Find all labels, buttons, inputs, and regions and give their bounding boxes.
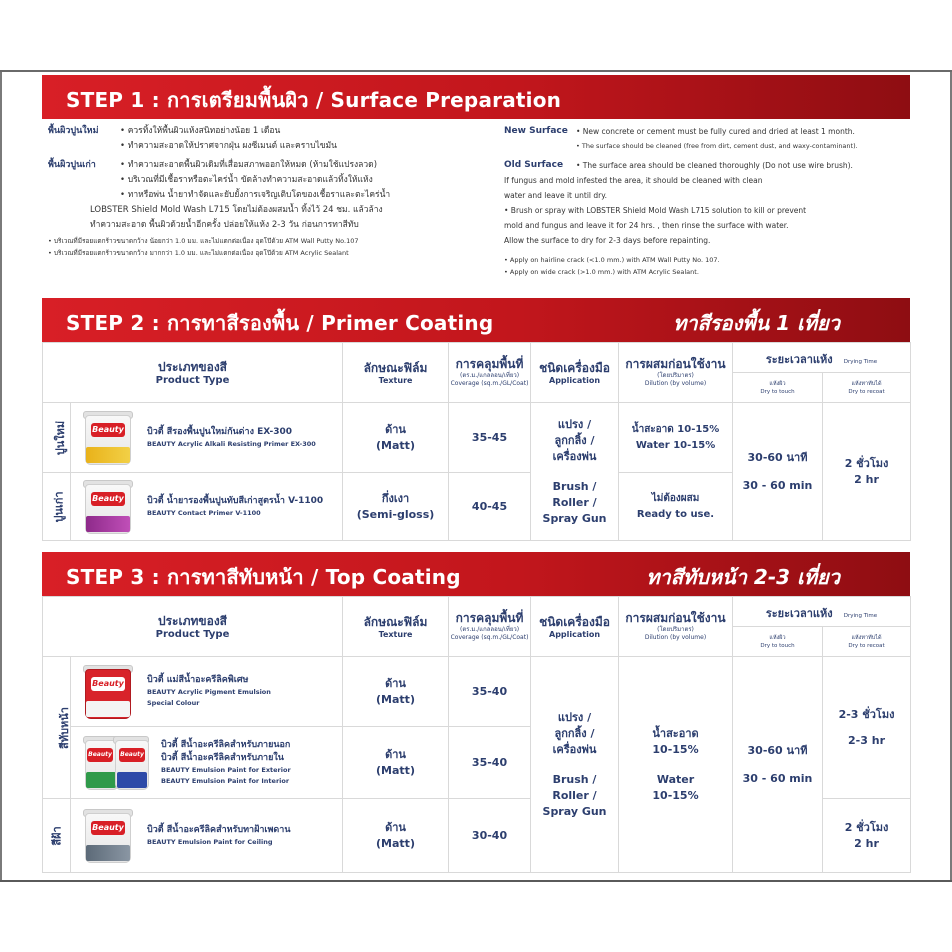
en-old-line-2: If fungus and mold infested the area, it should be cleaned with clean xyxy=(504,176,763,185)
paint-bucket-image: Beauty xyxy=(79,807,137,865)
step3-title: STEP 3 : การทาสีทับหน้า / Top Coating xyxy=(66,565,461,589)
th-old-line-5: ทำความสะอาด พื้นผิวด้วยน้ำอีกครั้ง ปล่อยให้แห้ง 2-3 วัน ก่อนการทาสีทับ xyxy=(90,220,359,230)
dilution-header: การผสมก่อนใช้งาน (โดยปริมาตร) Dilution (by volume) xyxy=(619,597,733,657)
en-old-line-3: water and leave it until dry. xyxy=(504,191,607,200)
dry-recoat-cell: 2 ชั่วโมง 2 hr xyxy=(823,799,911,873)
en-old-line-6: Allow the surface to dry for 2-3 days before repainting. xyxy=(504,236,711,245)
coverage-cell: 35-40 xyxy=(449,727,531,799)
en-note-2: • Apply on wide crack (>1.0 mm.) with ATM Acrylic Sealant. xyxy=(504,268,699,276)
old-surface-en-label: Old Surface xyxy=(504,160,564,170)
dry-touch-cell: 30-60 นาที 30 - 60 min xyxy=(733,657,823,873)
product-emulsion-ext-int: Beauty Beauty บิวตี้ สีน้ำอะครีลิคสำหรับภายนอก บิวตี้ สีน้ำอะครีลิคสำหรับภายใน BEAUTY Emulsion Paint for Exterior BEAUTY Emulsion Paint for Interior xyxy=(71,727,343,799)
dry-recoat-header: แห้งทาทับได้ Dry to recoat xyxy=(823,627,911,657)
coverage-header: การคลุมพื้นที่ (ตร.ม./แกลลอน/เที่ยว) Coverage (sq.m./GL/Coat) xyxy=(449,343,531,403)
step3-banner xyxy=(42,552,910,596)
dilution-header: การผสมก่อนใช้งาน (โดยปริมาตร) Dilution (by volume) xyxy=(619,343,733,403)
th-old-line-1: • ทำความสะอาดพื้นผิวเดิมที่เสื่อมสภาพออกให้หมด (ห้ามใช้แปรงลวด) xyxy=(120,160,378,170)
new-surface-en-label: New Surface xyxy=(504,126,568,136)
step1-thai-block xyxy=(48,124,488,259)
application-cell: แปรง / ลูกกลิ้ง / เครื่องพ่น Brush / Roller / Spray Gun xyxy=(531,657,619,873)
primer-table xyxy=(42,342,911,541)
dilution-cell: น้ำสะอาด 10-15% Water 10-15% xyxy=(619,657,733,873)
application-header: ชนิดเครื่องมือ Application xyxy=(531,597,619,657)
old-surface-th-label: พื้นผิวปูนเก่า xyxy=(48,160,96,170)
side-label-new: ปูนใหม่ xyxy=(43,403,71,473)
coverage-cell: 35-45 xyxy=(449,403,531,473)
drying-header: ระยะเวลาแห้ง Drying Time xyxy=(733,597,911,627)
texture-cell: ด้าน (Matt) xyxy=(343,403,449,473)
en-old-line-4: • Brush or spray with LOBSTER Shield Mold Wash L715 solution to kill or prevent xyxy=(504,206,807,215)
th-new-line-2: • ทำความสะอาดให้ปราศจากฝุ่น ผงซีเมนต์ และคราบไขมัน xyxy=(120,141,337,151)
step2-banner xyxy=(42,298,910,342)
texture-header: ลักษณะฟิล์ม Texture xyxy=(343,343,449,403)
step2-title: STEP 2 : การทาสีรองพื้น / Primer Coating xyxy=(66,311,494,335)
step1-title: STEP 1 : การเตรียมพื้นผิว / Surface Preparation xyxy=(66,88,562,112)
dry-touch-cell: 30-60 นาที 30 - 60 min xyxy=(733,403,823,541)
en-note-1: • Apply on hairline crack (<1.0 mm.) with ATM Wall Putty No. 107. xyxy=(504,256,720,264)
step3-coats: ทาสีทับหน้า 2-3 เที่ยว xyxy=(646,565,840,589)
texture-cell: กึ่งเงา (Semi-gloss) xyxy=(343,473,449,541)
dilution-cell: ไม่ต้องผสม Ready to use. xyxy=(619,473,733,541)
texture-cell: ด้าน (Matt) xyxy=(343,657,449,727)
th-new-line-1: • ควรทิ้งให้พื้นผิวแห้งสนิทอย่างน้อย 1 เดือน xyxy=(120,126,281,136)
dry-recoat-cell: 2 ชั่วโมง 2 hr xyxy=(823,403,911,541)
paint-bucket-image: Beauty xyxy=(79,478,137,536)
th-note-2: • บริเวณที่มีรอยแตกร้าวขนาดกว้าง มากกว่า 1.0 มม. และไม่แตกต่อเนื่อง อุดโป๊ด้วย ATM Acrylic Sealant xyxy=(48,249,349,257)
dry-recoat-header: แห้งทาทับได้ Dry to recoat xyxy=(823,373,911,403)
paint-bucket-image: Beauty xyxy=(79,409,137,467)
table-row xyxy=(43,657,911,727)
dilution-cell: น้ำสะอาด 10-15% Water 10-15% xyxy=(619,403,733,473)
paint-bucket-image: Beauty xyxy=(79,663,137,721)
coverage-cell: 30-40 xyxy=(449,799,531,873)
product-type-header: ประเภทของสี Product Type xyxy=(43,343,343,403)
texture-cell: ด้าน (Matt) xyxy=(343,727,449,799)
coverage-cell: 35-40 xyxy=(449,657,531,727)
topcoat-table xyxy=(42,596,911,873)
application-header: ชนิดเครื่องมือ Application xyxy=(531,343,619,403)
coverage-header: การคลุมพื้นที่ (ตร.ม./แกลลอน/เที่ยว) Coverage (sq.m./GL/Coat) xyxy=(449,597,531,657)
product-ex300: Beauty บิวตี้ สีรองพื้นปูนใหม่กันด่าง EX-300 BEAUTY Acrylic Alkali Resisting Primer EX-300 xyxy=(71,403,343,473)
table-row xyxy=(43,403,911,473)
th-old-line-4: LOBSTER Shield Mold Wash L715 โดยไม่ต้องผสมน้ำ ทิ้งไว้ 24 ชม. แล้วล้าง xyxy=(90,205,383,215)
drying-header: ระยะเวลาแห้ง Drying Time xyxy=(733,343,911,373)
product-pigment-emulsion: Beauty บิวตี้ แม่สีน้ำอะครีลิคพิเศษ BEAUTY Acrylic Pigment Emulsion Special Colour xyxy=(71,657,343,727)
product-ceiling: Beauty บิวตี้ สีน้ำอะครีลิคสำหรับทาฝ้าเพดาน BEAUTY Emulsion Paint for Ceiling xyxy=(71,799,343,873)
side-label-old: ปูนเก่า xyxy=(43,473,71,541)
application-cell: แปรง / ลูกกลิ้ง / เครื่องพ่น Brush / Roller / Spray Gun xyxy=(531,403,619,541)
side-label-ceiling: สีฝ้า xyxy=(43,799,71,873)
step1-banner xyxy=(42,75,910,119)
texture-cell: ด้าน (Matt) xyxy=(343,799,449,873)
side-label-topcoat: สีทับหน้า xyxy=(43,657,71,799)
th-note-1: • บริเวณที่มีรอยแตกร้าวขนาดกว้าง น้อยกว่า 1.0 มม. และไม่แตกต่อเนื่อง อุดโป๊ด้วย ATM Wall Putty No.107 xyxy=(48,237,359,245)
product-type-header: ประเภทของสี Product Type xyxy=(43,597,343,657)
coverage-cell: 40-45 xyxy=(449,473,531,541)
paint-bucket-image: Beauty Beauty xyxy=(79,734,151,792)
texture-header: ลักษณะฟิล์ม Texture xyxy=(343,597,449,657)
th-old-line-2: • บริเวณที่มีเชื้อราหรือตะไคร่น้ำ ขัดล้างทำความสะอาดแล้วทิ้งให้แห้ง xyxy=(120,175,373,185)
bottom-divider xyxy=(0,880,952,882)
product-v1100: Beauty บิวตี้ น้ำยารองพื้นปูนทับสีเก่าสูตรน้ำ V-1100 BEAUTY Contact Primer V-1100 xyxy=(71,473,343,541)
en-old-line-1: • The surface area should be cleaned thoroughly (Do not use wire brush). xyxy=(576,161,853,170)
en-new-line-1: • New concrete or cement must be fully cured and dried at least 1 month. xyxy=(576,127,855,136)
en-old-line-5: mold and fungus and leave it for 24 hrs. , then rinse the surface with water. xyxy=(504,221,789,230)
step2-coats: ทาสีรองพื้น 1 เที่ยว xyxy=(673,311,840,335)
th-old-line-3: • ทาหรือพ่น น้ำยาทำจัดและยับยั้งการเจริญเติบโตของเชื้อราและตะไคร่น้ำ xyxy=(120,190,391,200)
en-new-line-2: • The surface should be cleaned (free from dirt, cement dust, and waxy-contaminant). xyxy=(576,142,858,150)
dry-recoat-cell: 2-3 ชั่วโมง 2-3 hr xyxy=(823,657,911,799)
dry-touch-header: แห้งผิว Dry to touch xyxy=(733,373,823,403)
dry-touch-header: แห้งผิว Dry to touch xyxy=(733,627,823,657)
step1-english-block xyxy=(504,124,904,278)
new-surface-th-label: พื้นผิวปูนใหม่ xyxy=(48,126,99,136)
